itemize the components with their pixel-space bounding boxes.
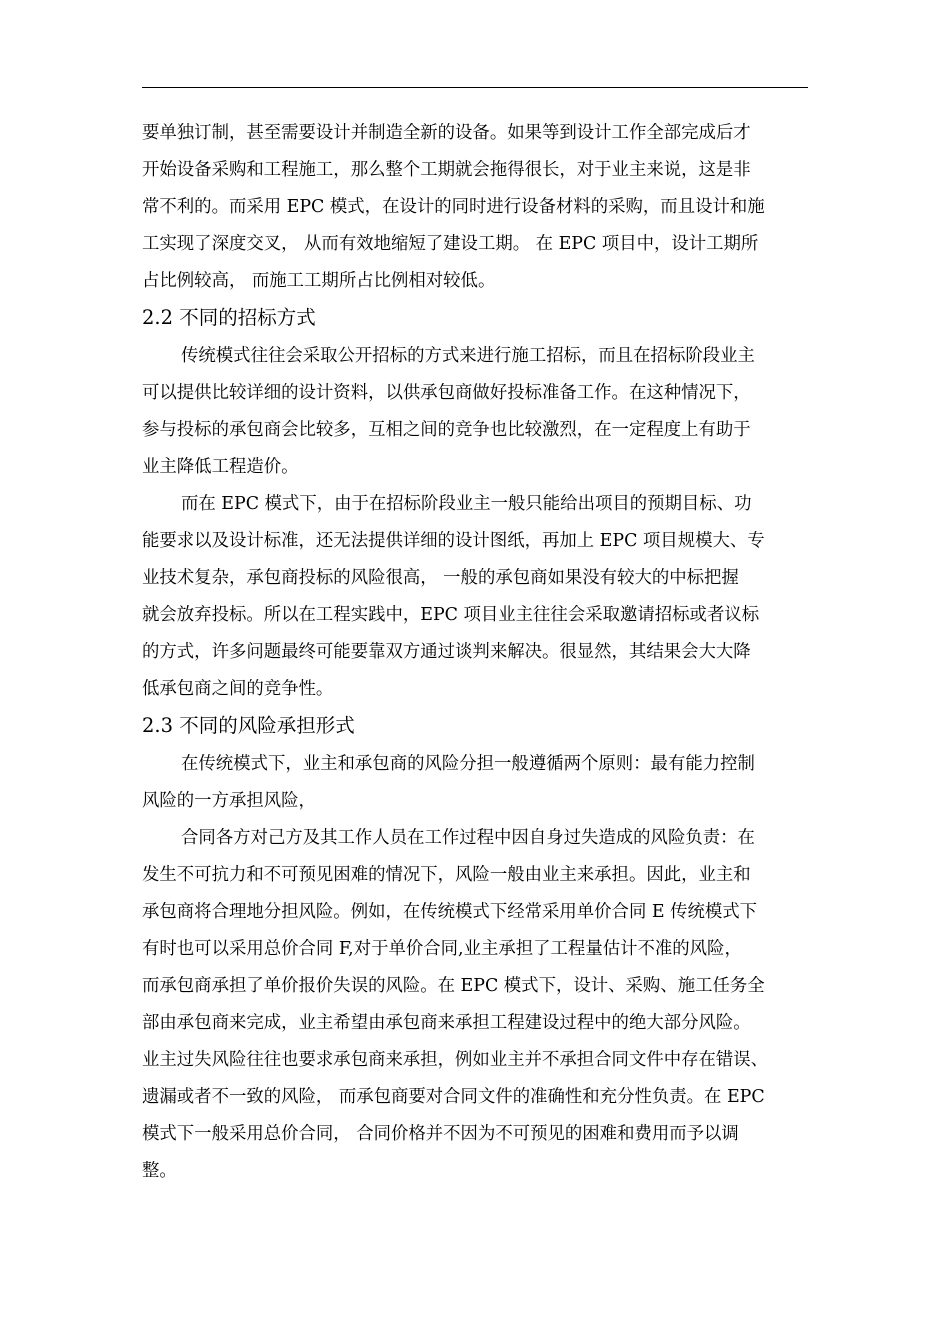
paragraph-line: 占比例较高， 而施工工期所占比例相对较低。 xyxy=(142,271,496,291)
paragraph-line: 工实现了深度交叉， 从而有效地缩短了建设工期。 在 EPC 项目中，设计工期所 xyxy=(142,234,759,254)
paragraph-line: 低承包商之间的竞争性。 xyxy=(142,679,334,699)
paragraph-line: 有时也可以采用总价合同 F,对于单价合同,业主承担了工程量估计不准的风险， xyxy=(142,939,742,959)
paragraph-line: 业主过失风险往往也要求承包商来承担，例如业主并不承担合同文件中存在错误、 xyxy=(142,1050,769,1070)
paragraph-line: 要单独订制，甚至需要设计并制造全新的设备。如果等到设计工作全部完成后才 xyxy=(142,123,751,143)
paragraph-line: 的方式，许多问题最终可能要靠双方通过谈判来解决。很显然，其结果会大大降 xyxy=(142,642,751,662)
paragraph-line: 承包商将合理地分担风险。例如，在传统模式下经常采用单价合同 E 传统模式下 xyxy=(142,902,758,922)
paragraph-line: 参与投标的承包商会比较多，互相之间的竞争也比较激烈，在一定程度上有助于 xyxy=(142,420,751,440)
paragraph-line: 部由承包商来完成，业主希望由承包商来承担工程建设过程中的绝大部分风险。 xyxy=(142,1013,751,1033)
paragraph-line: 开始设备采购和工程施工，那么整个工期就会拖得很长，对于业主来说，这是非 xyxy=(142,160,751,180)
section-heading: 2.3 不同的风险承担形式 xyxy=(142,714,355,737)
paragraph-line: 常不利的。而采用 EPC 模式，在设计的同时进行设备材料的采购，而且设计和施 xyxy=(142,197,765,217)
paragraph-line: 整。 xyxy=(142,1161,177,1181)
paragraph-line: 发生不可抗力和不可预见困难的情况下，风险一般由业主来承担。因此，业主和 xyxy=(142,865,751,885)
paragraph-first-line: 而在 EPC 模式下，由于在招标阶段业主一般只能给出项目的预期目标、功 xyxy=(181,494,752,514)
paragraph-line: 遗漏或者不一致的风险， 而承包商要对合同文件的准确性和充分性负责。在 EPC xyxy=(142,1087,765,1107)
paragraph-line: 模式下一般采用总价合同， 合同价格并不因为不可预见的困难和费用而予以调 xyxy=(142,1124,739,1144)
header-rule xyxy=(142,87,808,88)
paragraph-line: 能要求以及设计标准，还无法提供详细的设计图纸，再加上 EPC 项目规模大、专 xyxy=(142,531,765,551)
paragraph-first-line: 传统模式往往会采取公开招标的方式来进行施工招标，而且在招标阶段业主 xyxy=(181,346,755,366)
section-heading: 2.2 不同的招标方式 xyxy=(142,306,316,329)
paragraph-line: 就会放弃投标。所以在工程实践中，EPC 项目业主往往会采取邀请招标或者议标 xyxy=(142,605,760,625)
paragraph-line: 业主降低工程造价。 xyxy=(142,457,299,477)
paragraph-first-line: 在传统模式下，业主和承包商的风险分担一般遵循两个原则：最有能力控制 xyxy=(181,754,755,774)
document-body xyxy=(142,115,810,1190)
paragraph-first-line: 合同各方对己方及其工作人员在工作过程中因自身过失造成的风险负责：在 xyxy=(181,828,755,848)
paragraph-line: 而承包商承担了单价报价失误的风险。在 EPC 模式下，设计、采购、施工任务全 xyxy=(142,976,765,996)
paragraph-line: 可以提供比较详细的设计资料，以供承包商做好投标准备工作。在这种情况下， xyxy=(142,383,751,403)
paragraph-line: 业技术复杂，承包商投标的风险很高， 一般的承包商如果没有较大的中标把握 xyxy=(142,568,739,588)
paragraph-line: 风险的一方承担风险， xyxy=(142,791,316,811)
